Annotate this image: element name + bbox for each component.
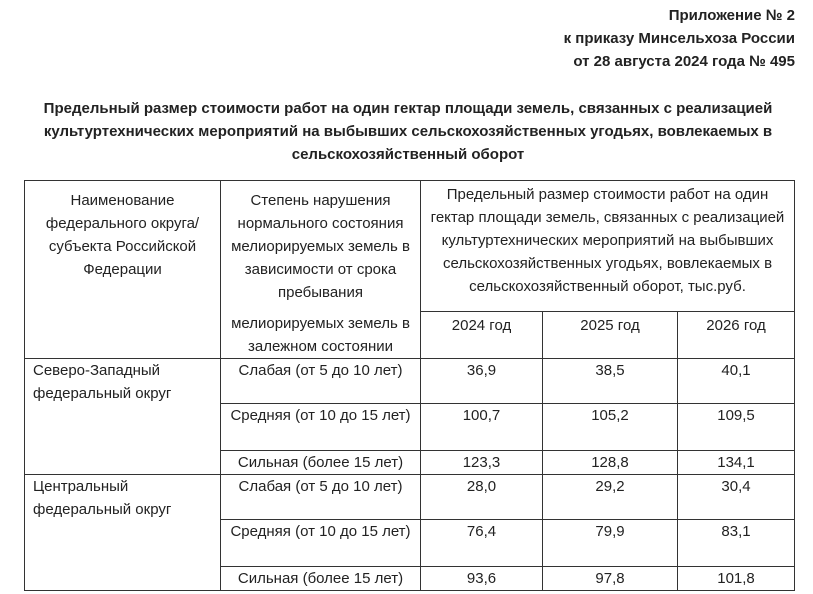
header-region: Наименование федерального округа/ субъекта Российской Федерации xyxy=(25,181,221,359)
value-cell: 101,8 xyxy=(678,567,795,591)
degree-cell: Сильная (более 15 лет) xyxy=(221,451,421,475)
value-cell: 76,4 xyxy=(421,520,543,567)
value-cell: 105,2 xyxy=(543,404,678,451)
appendix-header xyxy=(564,4,795,73)
value-cell: 128,8 xyxy=(543,451,678,475)
value-cell: 28,0 xyxy=(421,475,543,520)
table-row xyxy=(25,359,795,404)
header-year-2026: 2026 год xyxy=(678,312,795,359)
header-degree-part2: мелиорируемых земель в залежном состоянии xyxy=(231,315,410,355)
region-name-northwest: Северо-Западный федеральный округ xyxy=(25,359,221,475)
value-cell: 83,1 xyxy=(678,520,795,567)
value-cell: 79,9 xyxy=(543,520,678,567)
value-cell: 97,8 xyxy=(543,567,678,591)
degree-cell: Слабая (от 5 до 10 лет) xyxy=(221,475,421,520)
appendix-order-date: от 28 августа 2024 года № 495 xyxy=(573,53,795,70)
region-name-central: Центральный федеральный округ xyxy=(25,475,221,591)
header-year-2025: 2025 год xyxy=(543,312,678,359)
value-cell: 93,6 xyxy=(421,567,543,591)
document-title: Предельный размер стоимости работ на один гектар площади земель, связанных с реализацией культуртехнических мероприятий на выбывших сельскохозяйственных угодьях, вовлекаемых в сельскохозяйственный оборот xyxy=(43,100,773,163)
degree-cell: Средняя (от 10 до 15 лет) xyxy=(221,404,421,451)
table-row xyxy=(25,475,795,520)
value-cell: 134,1 xyxy=(678,451,795,475)
value-cell: 36,9 xyxy=(421,359,543,404)
value-cell: 123,3 xyxy=(421,451,543,475)
header-degree xyxy=(221,181,421,359)
degree-cell: Средняя (от 10 до 15 лет) xyxy=(221,520,421,567)
value-cell: 38,5 xyxy=(543,359,678,404)
degree-cell: Сильная (более 15 лет) xyxy=(221,567,421,591)
degree-cell: Слабая (от 5 до 10 лет) xyxy=(221,359,421,404)
value-cell: 30,4 xyxy=(678,475,795,520)
value-cell: 40,1 xyxy=(678,359,795,404)
value-cell: 100,7 xyxy=(421,404,543,451)
appendix-number: Приложение № 2 xyxy=(668,7,795,24)
value-cell: 29,2 xyxy=(543,475,678,520)
appendix-order-ref: к приказу Минсельхоза России xyxy=(563,30,795,47)
header-limit: Предельный размер стоимости работ на один гектар площади земель, связанных с реализацией культуртехнических мероприятий на выбывших сельскохозяйственных угодьях, вовлекаемых в сельскохозяйственный оборот, тыс.руб. xyxy=(421,181,795,312)
header-year-2024: 2024 год xyxy=(421,312,543,359)
value-cell: 109,5 xyxy=(678,404,795,451)
header-degree-part1: Степень нарушения нормального состояния мелиорируемых земель в зависимости от срока пребывания xyxy=(231,192,410,301)
table-header-row xyxy=(25,181,795,312)
cost-table xyxy=(24,180,795,591)
